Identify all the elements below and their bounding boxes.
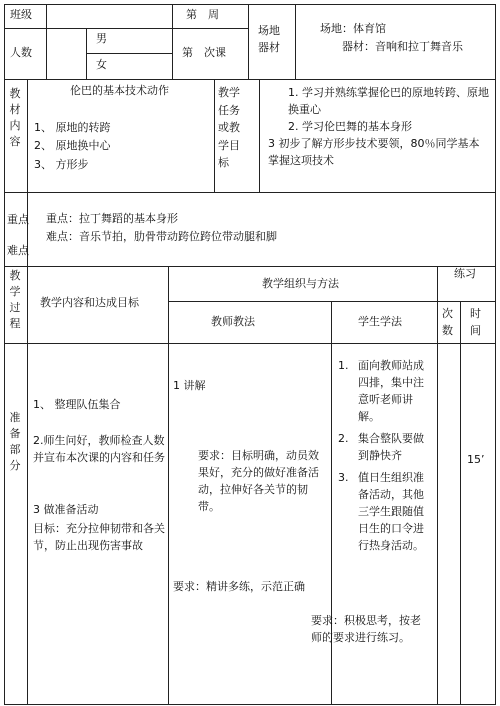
material-item: 2、 原地换中心 <box>34 139 111 152</box>
objectives-label: 教学任务或教学目标 <box>218 86 240 170</box>
venue-value: 场地：体育馆 <box>320 22 386 35</box>
material-label: 教材内容 <box>9 87 21 148</box>
times-header: 次数 <box>442 307 453 338</box>
difficult-label: 难点 <box>7 244 29 257</box>
row-line <box>4 28 248 29</box>
col-line <box>460 301 461 705</box>
row-line <box>4 79 496 80</box>
material-item: 1、 原地的转跨 <box>34 121 111 134</box>
material-item: 3、 方形步 <box>34 158 89 171</box>
female-label: 女 <box>96 58 107 71</box>
prep-duration: 15’ <box>467 453 485 466</box>
teacher-item: 要求：目标明确，动员效果好，充分的做好准备活动，拉伸好各关节的韧带。 <box>198 449 319 514</box>
col-line <box>172 4 173 79</box>
col-line <box>46 4 47 79</box>
student-method-list <box>338 357 428 555</box>
row-line <box>168 301 496 302</box>
male-label: 男 <box>96 32 107 45</box>
col-line <box>168 266 169 705</box>
content-header: 教学内容和达成目标 <box>40 296 139 309</box>
table-border-bottom <box>4 704 496 705</box>
col-line <box>437 266 438 705</box>
col-line <box>214 79 215 192</box>
org-header: 教学组织与方法 <box>262 277 339 290</box>
student-header: 学生学法 <box>358 315 402 328</box>
row-line <box>4 192 496 193</box>
material-title: 伦巴的基本技术动作 <box>70 84 169 97</box>
col-line <box>27 79 28 705</box>
difficult-point-text: 难点：音乐节拍，肋骨带动跨位跨位带动腿和脚 <box>46 230 277 243</box>
student-item: 1. 面向教师站成四排，集中注意听老师讲解。 <box>338 359 424 424</box>
col-line <box>295 4 296 79</box>
prep-content-item: 2.师生问好，教师检查人数并宣布本次课的内容和任务 <box>33 434 165 465</box>
student-item: 3. 值日生组织准备活动，其他三学生跟随值日生的口令进行热身活动。 <box>338 471 424 553</box>
row-line <box>4 343 496 344</box>
venue-label: 场地器材 <box>258 24 280 55</box>
prep-content-item: 3 做准备活动 <box>33 503 99 516</box>
student-requirement: 要求：积极思考，按老师的要求进行练习。 <box>311 614 421 645</box>
process-label: 教学过程 <box>9 269 21 330</box>
row-line <box>4 266 496 267</box>
key-label: 重点 <box>7 213 29 226</box>
table-border-left <box>4 4 5 705</box>
objective-item: 2. 学习伦巴舞的基本身形 <box>288 120 412 134</box>
class-label: 班级 <box>10 8 32 21</box>
prep-label: 准备部分 <box>9 411 21 472</box>
practice-header: 练习 <box>454 267 476 280</box>
objective-item: 3 初步了解方形步技术要领，80％同学基本掌握这项技术 <box>268 137 480 168</box>
week-label: 第 周 <box>186 8 219 21</box>
teacher-item: 1 讲解 <box>173 379 206 392</box>
student-item: 2. 集合整队要做到静快齐 <box>338 432 424 463</box>
key-point-text: 重点：拉丁舞蹈的基本身形 <box>46 212 178 225</box>
table-border-right <box>495 4 496 705</box>
col-line <box>259 79 260 192</box>
prep-content-item: 1、 整理队伍集合 <box>33 398 121 411</box>
count-label: 人数 <box>10 46 32 59</box>
col-line <box>248 4 249 79</box>
equipment-value: 器材：音响和拉丁舞音乐 <box>342 40 463 53</box>
prep-content-item: 目标：充分拉伸韧带和各关节，防止出现伤害事故 <box>33 522 165 553</box>
col-line <box>86 28 87 79</box>
teacher-header: 教师教法 <box>211 315 255 328</box>
duration-header: 时间 <box>470 307 481 338</box>
table-border-top <box>4 4 496 5</box>
lesson-label: 第 次课 <box>182 46 226 59</box>
objectives-list <box>268 84 490 169</box>
teacher-item: 要求：精讲多练，示范正确 <box>173 580 305 593</box>
row-line <box>86 53 172 54</box>
objective-item: 1. 学习并熟练掌握伦巴的原地转跨、原地换重心 <box>288 86 489 117</box>
